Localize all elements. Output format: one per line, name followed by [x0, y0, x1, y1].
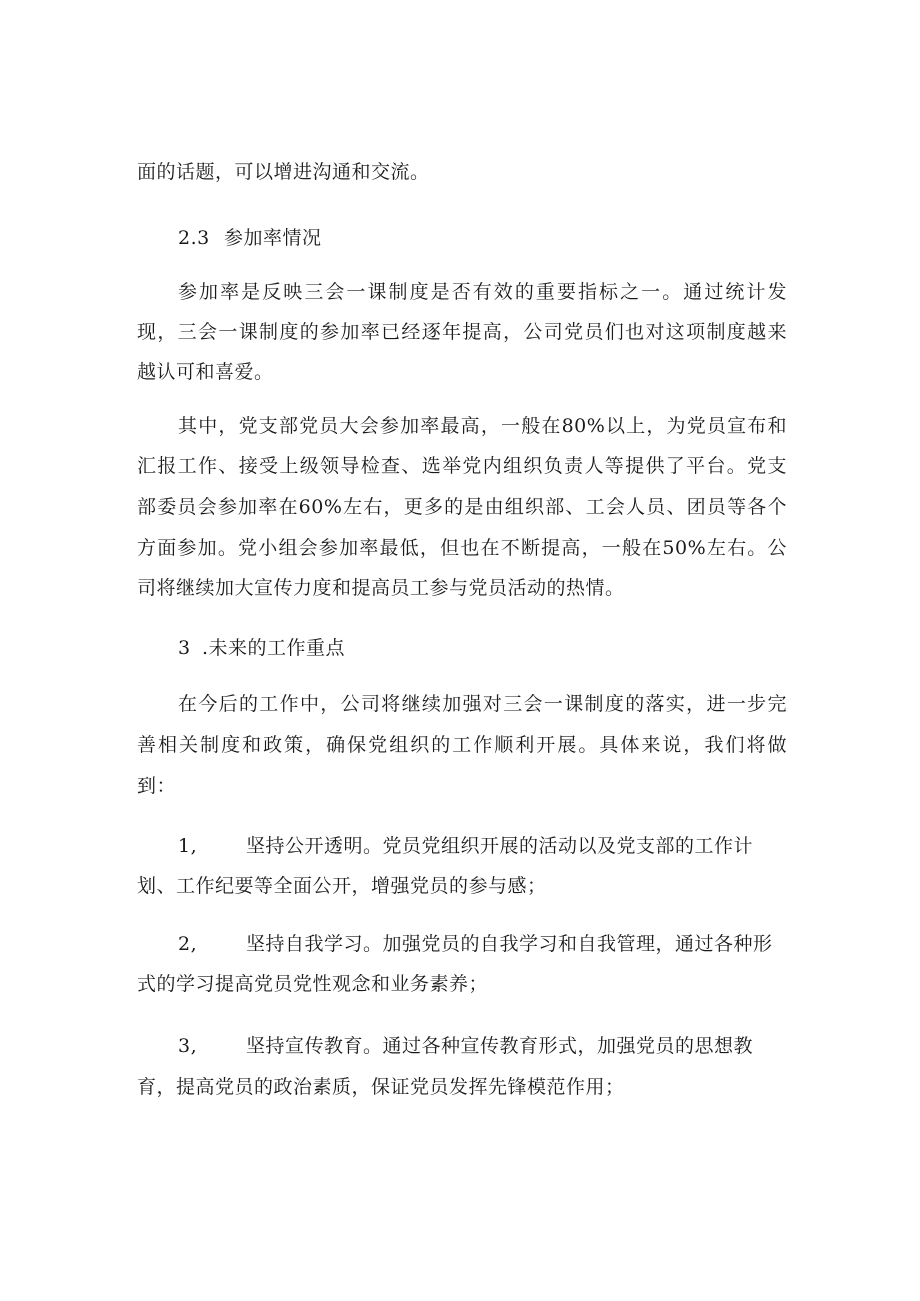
- paragraph-line: 越认可和喜爱。: [137, 361, 274, 383]
- list-number: 1,: [178, 835, 198, 857]
- paragraph-line: 参加率是反映三会一课制度是否有效的重要指标之一。通过统计发: [178, 281, 787, 303]
- paragraph-line: 汇报工作、接受上级领导检查、选举党内组织负责人等提供了平台。党支: [137, 455, 787, 477]
- paragraph-line: 现，三会一课制度的参加率已经逐年提高，公司党员们也对这项制度越来: [137, 321, 787, 343]
- section-title: .未来的工作重点: [202, 637, 346, 659]
- paragraph-line: 司将继续加大宣传力度和提高员工参与党员活动的热情。: [137, 577, 625, 599]
- list-number: 2,: [178, 933, 198, 955]
- section-heading-3: [178, 636, 787, 660]
- paragraph-line: 在今后的工作中，公司将继续加强对三会一课制度的落实，进一步完: [178, 693, 787, 715]
- paragraph-line: 善相关制度和政策，确保党组织的工作顺利开展。具体来说，我们将做: [137, 734, 787, 756]
- paragraph-line: 方面参加。党小组会参加率最低，但也在不断提高，一般在50%左右。公: [137, 537, 787, 559]
- paragraph-line: 部委员会参加率在60%左右，更多的是由组织部、工会人员、团员等各个: [137, 496, 787, 518]
- section-number: 3: [178, 637, 191, 659]
- section-number: 2.3: [178, 227, 210, 249]
- list-number: 3,: [178, 1035, 198, 1057]
- section-title: 参加率情况: [224, 227, 322, 249]
- list-item: [178, 932, 787, 956]
- paragraph-line: 其中，党支部党员大会参加率最高，一般在80%以上，为党员宣布和: [178, 415, 787, 437]
- section-heading-2-3: [178, 226, 787, 250]
- list-item-text: 坚持公开透明。党员党组织开展的活动以及党支部的工作计: [246, 835, 754, 857]
- paragraph-line: 式的学习提高党员党性观念和业务素养；: [137, 973, 489, 995]
- paragraph-line: 面的话题，可以增进沟通和交流。: [137, 161, 430, 183]
- paragraph-line: 育，提高党员的政治素质，保证党员发挥先锋模范作用；: [137, 1076, 625, 1098]
- list-item-text: 坚持宣传教育。通过各种宣传教育形式，加强党员的思想教: [246, 1035, 754, 1057]
- list-item: [178, 834, 787, 858]
- list-item: [178, 1034, 787, 1058]
- paragraph-line: 划、工作纪要等全面公开，增强党员的参与感；: [137, 875, 547, 897]
- paragraph-line: 到：: [137, 775, 177, 797]
- list-item-text: 坚持自我学习。加强党员的自我学习和自我管理，通过各种形: [246, 933, 773, 955]
